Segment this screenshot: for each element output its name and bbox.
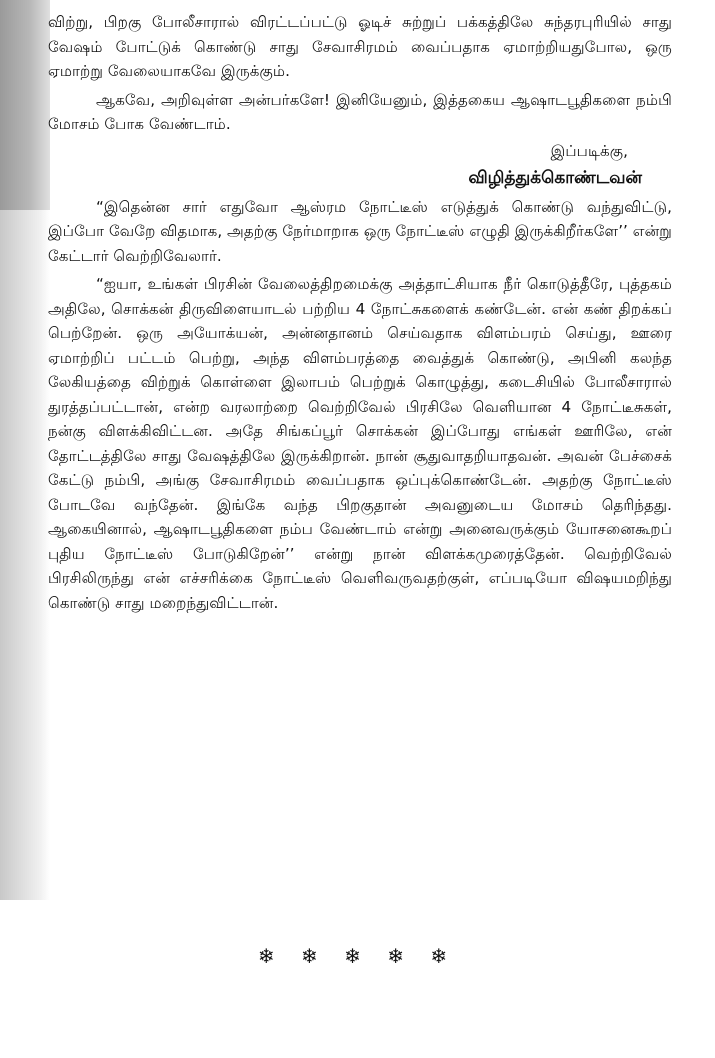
document-page [48,10,672,615]
dialogue-paragraph-1: “இதென்ன சார் எதுவோ ஆஸ்ரம நோட்டீஸ் எடுத்துக் கொண்டு வந்துவிட்டு, இப்போ வேறே விதமாக, அதற்கு நேர்மாறாக ஒரு நோட்டீஸ் எழுதி இருக்கிறீர்களே’’ என்று கேட்டார் வெற்றிவேலார். [48,197,672,265]
opening-paragraph-1: விற்று, பிறகு போலீசாரால் விரட்டப்பட்டு ஓடிச் சுற்றுப் பக்கத்திலே சுந்தரபுரியில் சாது வேஷம் போட்டுக் கொண்டு சாது சேவாசிரமம் வைப்பதாக ஏமாற்றியதுபோல, ஒரு ஏமாற்று வேலையாகவே இருக்கும். [48,13,672,80]
scan-shadow-dark [0,0,50,210]
opening-paragraph-2: ஆகவே, அறிவுள்ள அன்பர்களே! இனியேனும், இத்தகைய ஆஷாடபூதிகளை நம்பி மோசம் போக வேண்டாம். [48,90,672,133]
section-ornament: ❄ ❄ ❄ ❄ ❄ [257,944,458,968]
signoff-name: விழித்துக்கொண்டவன் [468,167,642,188]
dialogue-paragraph-2: “ஐயா, உங்கள் பிரசின் வேலைத்திறமைக்கு அத்தாட்சியாக நீர் கொடுத்தீரே, புத்தகம் அதிலே, சொக்கன் திருவிளையாடல் பற்றிய 4 நோட்சுகளைக் கண்டேன். என் கண் திறக்கப் பெற்றேன். ஒரு அயோக்யன், அன்னதானம் செய்வதாக விளம்பரம் செய்து, ஊரை ஏமாற்றிப் பட்டம் பெற்று, அந்த விளம்பரத்தை வைத்துக் கொண்டு, அபினி கலந்த லேகியத்தை விற்றுக் கொள்ளை இலாபம் பெற்றுக் கொழுத்து, கடைசியில் போலீசாரால் துரத்தப்பட்டான், என்ற வரலாற்றை வெற்றிவேல் பிரசிலே வெளியான 4 நோட்டீசுகள், நன்கு விளக்கிவிட்டன. அதே சிங்கப்பூர் சொக்கன் இப்போது எங்கள் ஊரிலே, என் தோட்டத்திலே சாது வேஷத்திலே இருக்கிறான். நான் சூதுவாதறியாதவன். அவன் பேச்சைக் கேட்டு நம்பி, அங்கு சேவாசிரமம் வைப்பதாக ஒப்புக்கொண்டேன். அதற்கு நோட்டீஸ் போடவே வந்தேன். இங்கே வந்த பிறகுதான் அவனுடைய மோசம் தெரிந்தது. ஆகையினால், ஆஷாடபூதிகளை நம்ப வேண்டாம் என்று அனைவருக்கும் யோசனைகூறப் புதிய நோட்டீஸ் போடுகிறேன்’’ என்று நான் விளக்கமுரைத்தேன். வெற்றிவேல் பிரசிலிருந்து என் எச்சரிக்கை நோட்டீஸ் வெளிவருவதற்குள், எப்படியோ விஷயமறிந்து கொண்டு சாது மறைந்துவிட்டான். [48,275,672,612]
signoff-phrase: இப்படிக்கு, [550,141,628,160]
